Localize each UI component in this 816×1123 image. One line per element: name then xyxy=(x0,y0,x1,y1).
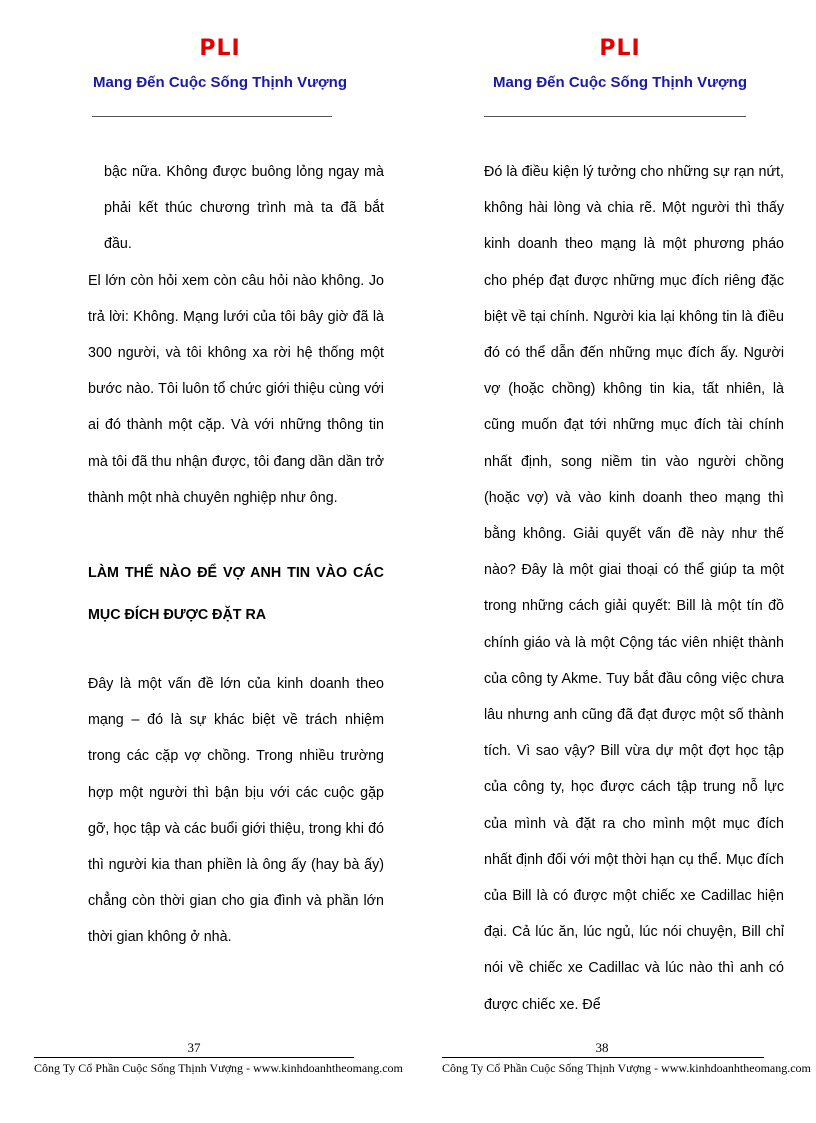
paragraph: bậc nữa. Không được buông lỏng ngay mà phải kết thúc chương trình mà ta đã bắt đầu. xyxy=(104,164,384,253)
right-page xyxy=(408,0,816,1123)
slogan: Mang Đến Cuộc Sống Thịnh Vượng xyxy=(492,74,747,91)
paragraph: Đó là điều kiện lý tưởng cho những sự rạn nứt, không hài lòng và chia rẽ. Một người thì thấy kinh doanh theo mạng là một phương pháo cho phép đạt được những mục đích riêng đặc biệt về tại chính. Người kia lại không tin là điều đó có thể dẫn đến những mục đích ấy. Người vợ (hoặc chồng) không tin kia, tất nhiên, là cũng muốn đạt tới những mục đích tài chính nhất định, song niềm tin vào người chồng (hoặc vợ) và vào kinh doanh theo mạng thì bằng không. Giải quyết vấn đề này như thế nào? Đây là một giai thoại có thể giúp ta một trong những cách giải quyết: Bill là một tín đồ chính giáo và là một Cộng tác viên nhiệt thành của công ty Akme. Tuy bắt đầu công việc chưa lâu nhưng anh cũng đã đạt được một số thành tích. Vì sao vậy? Bill vừa dự một đợt học tập của công ty, học được cách tập trung nỗ lực của mình và đặt ra cho mình một mục đích nhất định đối với một thời hạn cụ thể. Mục đích của Bill là có được một chiếc xe Cadillac hiện đại. Cả lúc ăn, lúc ngủ, lúc nói chuyện, Bill chỉ nói về chiếc xe Cadillac và lúc nào thì anh có được chiếc xe. Để xyxy=(484,164,784,1013)
brand-logo-text: PLI xyxy=(199,36,241,61)
page-number: 38 xyxy=(595,1040,609,1055)
page-number: 37 xyxy=(187,1040,201,1055)
brand-logo-text: PLI xyxy=(599,36,641,61)
spacer xyxy=(88,636,384,666)
footer-text: Công Ty Cổ Phần Cuộc Sống Thịnh Vượng - www.kinhdoanhtheomang.com xyxy=(442,1061,811,1075)
paragraph: Đây là một vấn đề lớn của kinh doanh theo mạng – đó là sự khác biệt về trách nhiệm trong các cặp vợ chồng. Trong nhiều trường hợp một người thì bận bịu với các cuộc gặp gỡ, học tập và các buổi giới thiệu, trong khi đó thì người kia than phiền là ông ấy (hay bà ấy) chẳng còn thời gian cho gia đình và phần lớn thời gian không ở nhà. xyxy=(88,676,384,946)
header-divider xyxy=(92,116,332,117)
body-text xyxy=(88,154,384,956)
slogan: Mang Đến Cuộc Sống Thịnh Vượng xyxy=(92,74,347,91)
footer-divider xyxy=(442,1057,764,1058)
header-divider xyxy=(484,116,746,117)
body-text xyxy=(484,154,784,1023)
footer-divider xyxy=(34,1057,354,1058)
section-heading: LÀM THẾ NÀO ĐỂ VỢ ANH TIN VÀO CÁC MỤC ĐÍCH ĐƯỢC ĐẶT RA xyxy=(88,565,384,624)
footer-text: Công Ty Cổ Phần Cuộc Sống Thịnh Vượng - www.kinhdoanhtheomang.com xyxy=(34,1061,403,1075)
paragraph: El lớn còn hỏi xem còn câu hỏi nào không. Jo trả lời: Không. Mạng lưới của tôi bây giờ đã là 300 người, và tôi không xa rời hệ thống một bước nào. Tôi luôn tổ chức giới thiệu cùng với ai đó thành một cặp. Và với những thông tin mà tôi đã thu nhận được, tôi đang dần dần trở thành một nhà chuyên nghiệp như ông. xyxy=(88,272,384,506)
